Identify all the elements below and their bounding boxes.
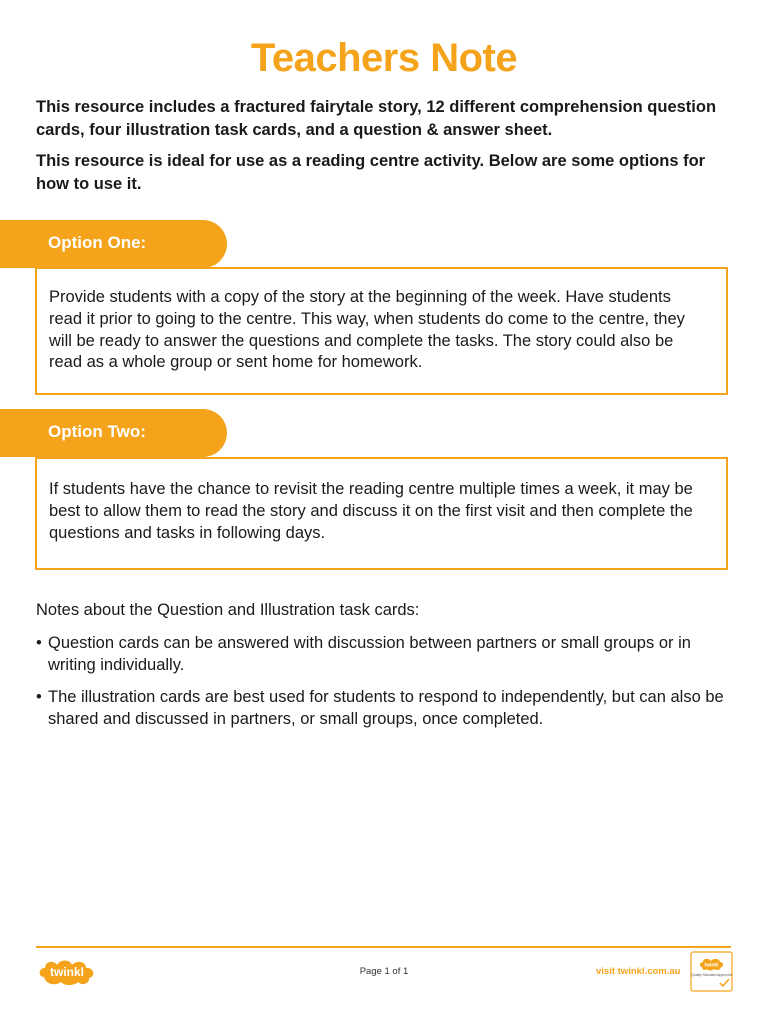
list-item-text: The illustration cards are best used for students to respond to independently, but can also be shared and discussed in partners, or small groups, once completed.: [48, 688, 724, 728]
intro-paragraph-2: This resource is ideal for use as a reading centre activity. Below are some options for how to use it.: [36, 152, 706, 193]
option-one-box: [35, 267, 728, 395]
page-title: Teachers Note: [250, 36, 518, 80]
bullet-icon: •: [36, 688, 42, 706]
option-one-text: Provide students with a copy of the story at the beginning of the week. Have students read it prior to going to the centre. This way, when students do come to the centre, they will be ready to answer the questions and complete the tasks. The story could also be read as a whole group or sent home for homework.: [49, 288, 685, 372]
badge-brand-text: twinkl: [704, 962, 719, 969]
option-one-label: Option One:: [48, 233, 147, 252]
page-number: Page 1 of 1: [359, 966, 409, 977]
logo-text: twinkl: [49, 965, 85, 979]
bullet-icon: •: [36, 634, 42, 652]
quality-badge-icon: [690, 951, 733, 992]
list-item: [36, 633, 736, 677]
option-two-label: Option Two:: [48, 422, 146, 441]
badge-text: Quality Standard Approved: [691, 973, 732, 977]
option-two-box: [35, 457, 728, 570]
option-two-tab: [0, 409, 227, 457]
option-one-tab: [0, 220, 227, 268]
notes-heading: Notes about the Question and Illustration task cards:: [36, 601, 420, 619]
svg-text:Quality Standard Approved: [691, 973, 732, 977]
option-two-text: If students have the chance to revisit the reading centre multiple times a week, it may be best to allow them to read the story and discuss it on the first visit and then complete the questions and tasks in following days.: [49, 480, 693, 542]
visit-link[interactable]: visit twinkl.com.au: [596, 966, 681, 977]
list-item-text: Question cards can be answered with discussion between partners or small groups or in writing individually.: [48, 634, 691, 674]
footer-divider: [36, 946, 731, 948]
list-item: [36, 687, 736, 731]
intro-paragraph-1: This resource includes a fractured fairytale story, 12 different comprehension question cards, four illustration task cards, and a question & answer sheet.: [36, 98, 717, 139]
